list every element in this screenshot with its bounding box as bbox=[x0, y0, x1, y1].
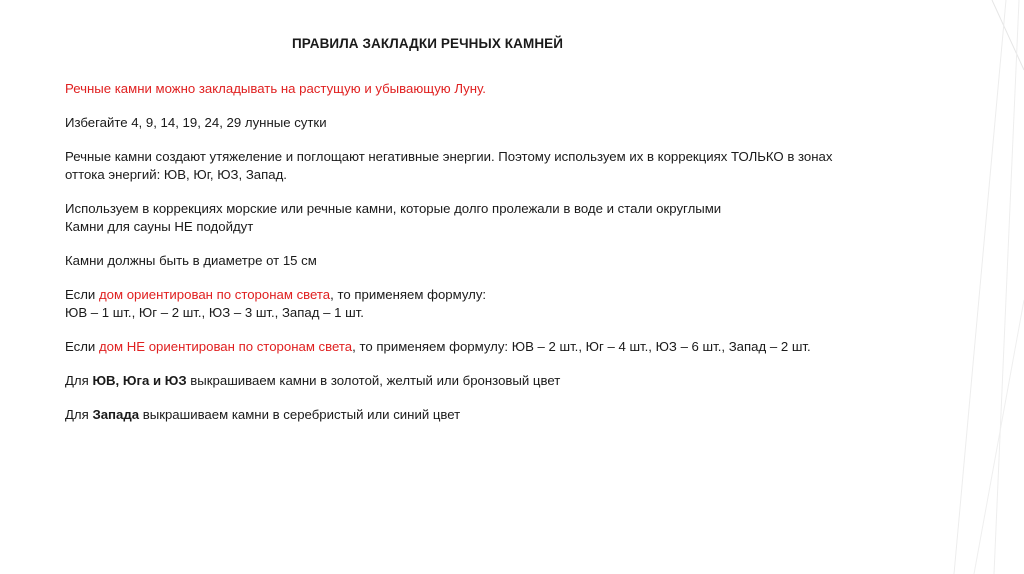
page-title: ПРАВИЛА ЗАКЛАДКИ РЕЧНЫХ КАМНЕЙ bbox=[292, 36, 564, 51]
rule-not-oriented-house bbox=[65, 338, 935, 356]
rule-oriented-prefix: Если bbox=[65, 287, 99, 302]
rule-stone-type-line-1: Используем в коррекциях морские или речные камни, которые долго пролежали в воде и стали округлыми bbox=[65, 201, 722, 216]
rule-not-oriented-suffix: , то применяем формулу: ЮВ – 2 шт., Юг – 4 шт., ЮЗ – 6 шт., Запад – 2 шт. bbox=[352, 339, 811, 354]
rules-content bbox=[65, 80, 935, 424]
rule-oriented-house bbox=[65, 286, 935, 322]
rule-color-south-line bbox=[65, 372, 935, 390]
rule-color-west-suffix: выкрашиваем камни в серебристый или синий цвет bbox=[139, 407, 461, 422]
rule-not-oriented-line bbox=[65, 338, 935, 356]
rule-energy-line-1: Речные камни создают утяжеление и поглощают негативные энергии. Поэтому используем их в коррекциях ТОЛЬКО в зонах bbox=[65, 149, 833, 164]
rule-color-west-line bbox=[65, 406, 935, 424]
rule-color-west-prefix: Для bbox=[65, 407, 93, 422]
rule-oriented-house-line-1 bbox=[65, 286, 935, 304]
rule-oriented-suffix: , то применяем формулу: bbox=[330, 287, 487, 302]
rule-oriented-formula: ЮВ – 1 шт., Юг – 2 шт., ЮЗ – 3 шт., Запад – 1 шт. bbox=[65, 305, 364, 320]
rule-color-west bbox=[65, 406, 935, 424]
rule-energy bbox=[65, 148, 935, 184]
rule-not-oriented-highlight: дом НЕ ориентирован по сторонам света bbox=[98, 339, 353, 354]
corner-decoration-lines bbox=[934, 0, 1024, 574]
rule-color-south bbox=[65, 372, 935, 390]
rule-not-oriented-prefix: Если bbox=[65, 339, 99, 354]
rule-color-west-bold: Запада bbox=[92, 407, 140, 422]
rule-color-south-bold: ЮВ, Юга и ЮЗ bbox=[92, 373, 187, 388]
rule-moon-phase: Речные камни можно закладывать на растущую и убывающую Луну. bbox=[65, 81, 486, 96]
rule-avoid-days: Избегайте 4, 9, 14, 19, 24, 29 лунные сутки bbox=[65, 115, 327, 130]
rule-diameter: Камни должны быть в диаметре от 15 см bbox=[65, 253, 317, 268]
rule-color-south-prefix: Для bbox=[65, 373, 93, 388]
rule-stone-type bbox=[65, 200, 935, 236]
rule-stone-type-line-2: Камни для сауны НЕ подойдут bbox=[65, 219, 254, 234]
rule-oriented-highlight: дом ориентирован по сторонам света bbox=[98, 287, 331, 302]
rule-energy-line-2: оттока энергий: ЮВ, Юг, ЮЗ, Запад. bbox=[65, 167, 287, 182]
rule-color-south-suffix: выкрашиваем камни в золотой, желтый или бронзовый цвет bbox=[186, 373, 561, 388]
